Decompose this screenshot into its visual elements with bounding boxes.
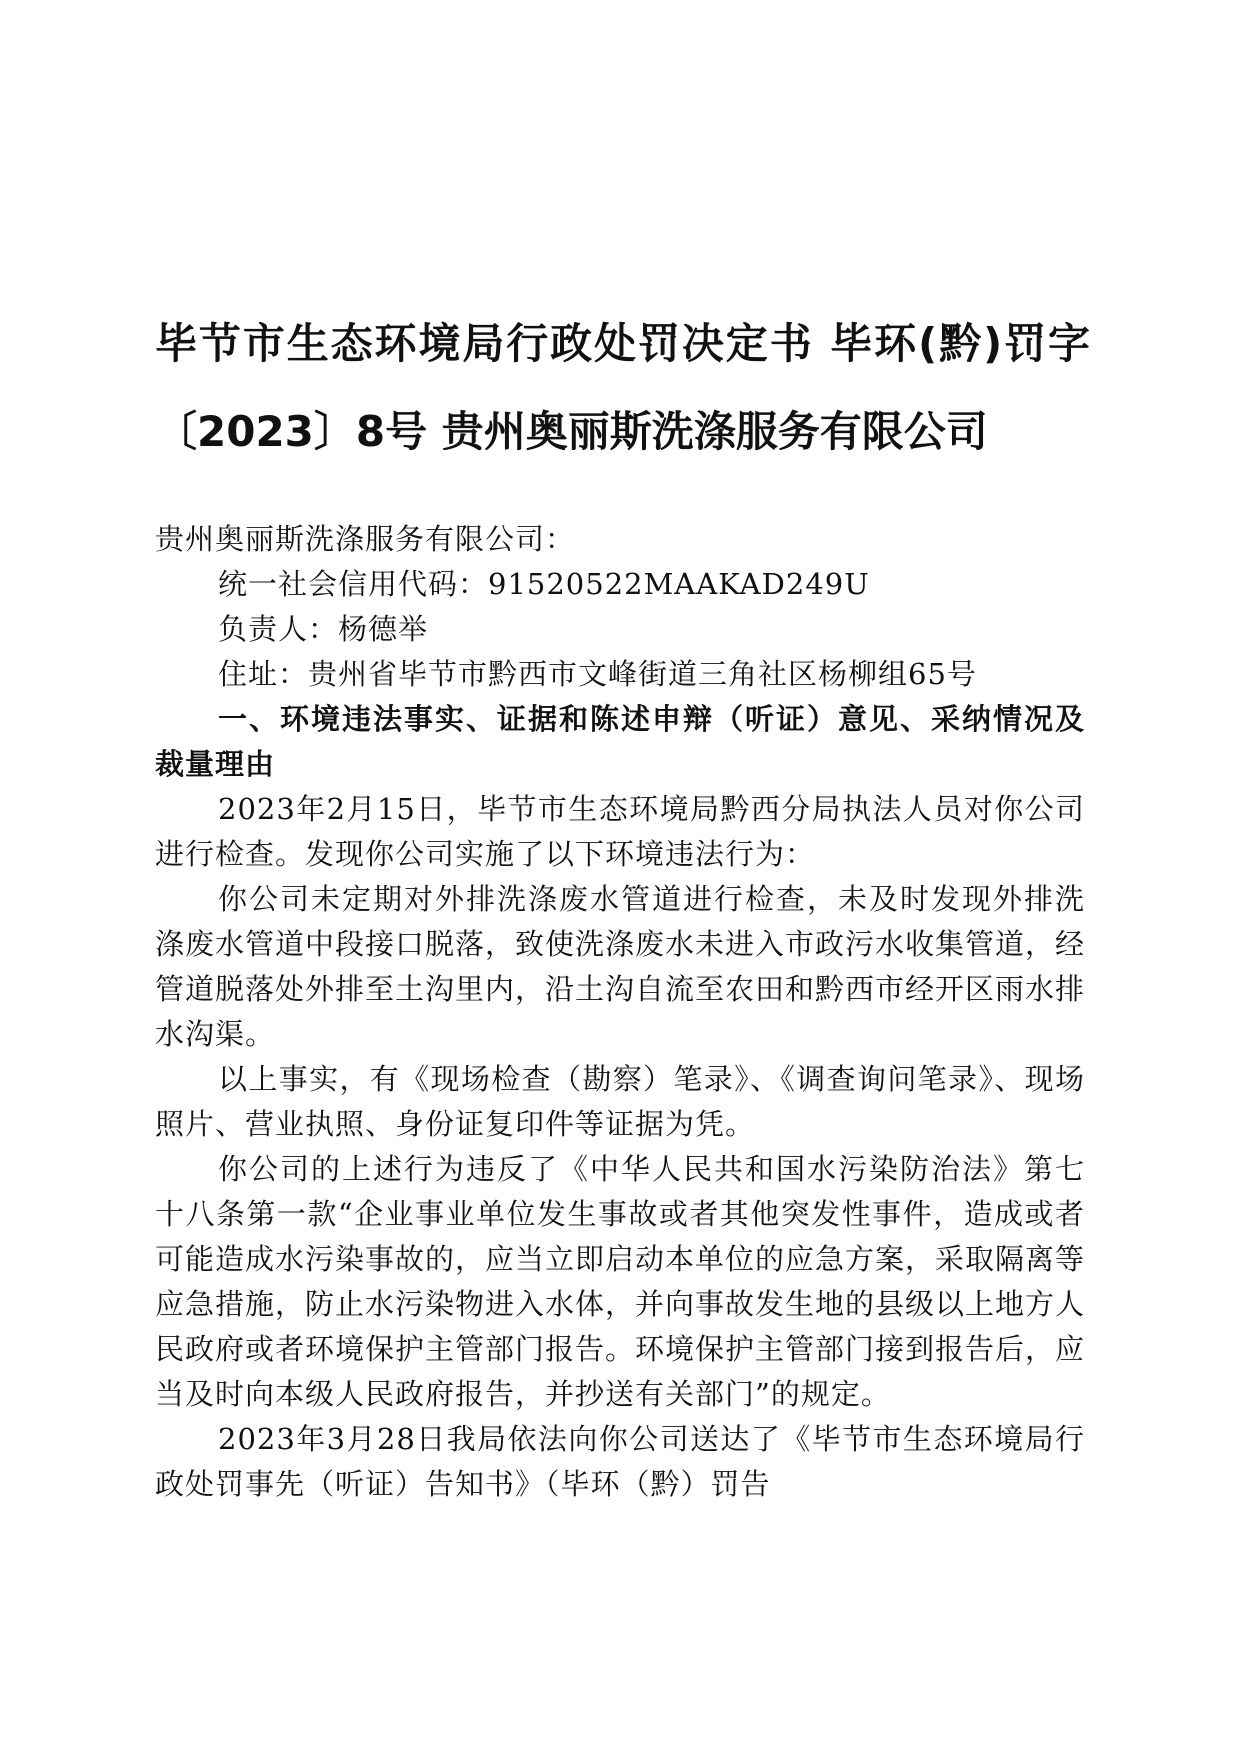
address-line: 住址：贵州省毕节市黔西市文峰街道三角社区杨柳组65号 xyxy=(218,657,977,691)
document-body xyxy=(155,517,1085,1507)
paragraph-notice: 2023年3月28日我局依法向你公司送达了《毕节市生态环境局行政处罚事先（听证）告知书》（毕环（黔）罚告 xyxy=(155,1422,1085,1501)
responsible-person-line: 负责人：杨德举 xyxy=(218,612,429,646)
paragraph-violation: 你公司未定期对外排洗涤废水管道进行检查，未及时发现外排洗涤废水管道中段接口脱落，致使洗涤废水未进入市政污水收集管道，经管道脱落处外排至土沟里内，沿土沟自流至农田和黔西市经开区雨水排水沟渠。 xyxy=(155,882,1086,1051)
recipient-line: 贵州奥丽斯洗涤服务有限公司： xyxy=(155,522,576,556)
paragraph-inspection: 2023年2月15日，毕节市生态环境局黔西分局执法人员对你公司进行检查。发现你公司实施了以下环境违法行为： xyxy=(155,792,1085,871)
document-title: 毕节市生态环境局行政处罚决定书 毕环(黔)罚字〔2023〕8号 贵州奥丽斯洗涤服务有限公司 xyxy=(155,319,1090,456)
paragraph-legal-basis: 你公司的上述行为违反了《中华人民共和国水污染防治法》第七十八条第一款“企业事业单位发生事故或者其他突发性事件，造成或者可能造成水污染事故的，应当立即启动本单位的应急方案，采取隔离等应急措施，防止水污染物进入水体，并向事故发生地的县级以上地方人民政府或者环境保护主管部门报告。环境保护主管部门接到报告后，应当及时向本级人民政府报告，并抄送有关部门”的规定。 xyxy=(155,1152,1086,1411)
paragraph-evidence: 以上事实，有《现场检查（勘察）笔录》、《调查询问笔录》、现场照片、营业执照、身份证复印件等证据为凭。 xyxy=(155,1062,1085,1141)
section-heading: 一、环境违法事实、证据和陈述申辩（听证）意见、采纳情况及裁量理由 xyxy=(155,702,1085,781)
credit-code-line: 统一社会信用代码：91520522MAAKAD249U xyxy=(218,567,870,601)
